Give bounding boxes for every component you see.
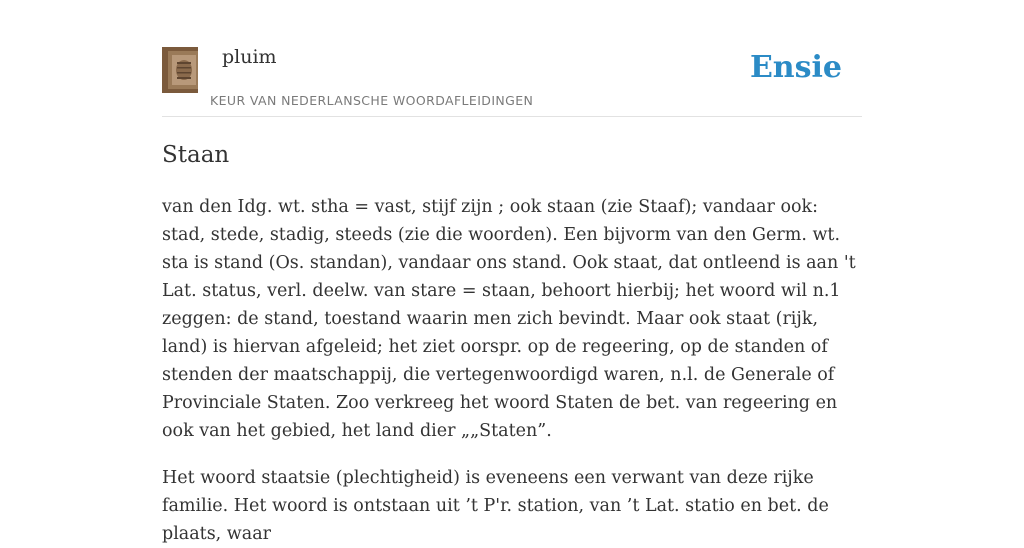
- entry-paragraph: van den Idg. wt. stha = vast, stijf zijn ; ook staan (zie Staaf); vandaar ook: stad, stede, stadig, steeds (zie die woorden). Een bijvorm van den Germ. wt. sta is stand (Os. standan), vandaar ons stand. Ook staat, dat ontleend is aan 't Lat. status, verl. deelw. van stare = staan, behoort hierbij; het woord wil n.1 zeggen: de stand, toestand waarin men zich bevindt. Maar ook staat (rijk, land) is hiervan afgeleid; het ziet oorspr. op de regeering, op de standen of stenden der maatschappij, die vertegenwoordigd waren, n.l. de Generale of Provinciale Staten. Zoo verkreeg het woord Staten de bet. van regeering en ook van het gebied, het land dier „„Staten”.: [162, 197, 856, 441]
- brand-logo[interactable]: Ensie: [749, 50, 842, 85]
- page-container: [162, 0, 862, 548]
- username-link[interactable]: pluim: [222, 46, 277, 68]
- avatar[interactable]: [162, 47, 208, 93]
- entry-header: [162, 0, 862, 117]
- book-cover-avatar-icon: [162, 47, 198, 93]
- entry-paragraph: Het woord staatsie (plechtigheid) is eveneens een verwant van deze rijke familie. Het woord is ontstaan uit ’t P'r. station, van ’t Lat. statio en bet. de plaats, waar: [162, 468, 829, 544]
- entry-title: Staan: [162, 142, 230, 168]
- source-link[interactable]: KEUR VAN NEDERLANSCHE WOORDAFLEIDINGEN: [210, 93, 534, 108]
